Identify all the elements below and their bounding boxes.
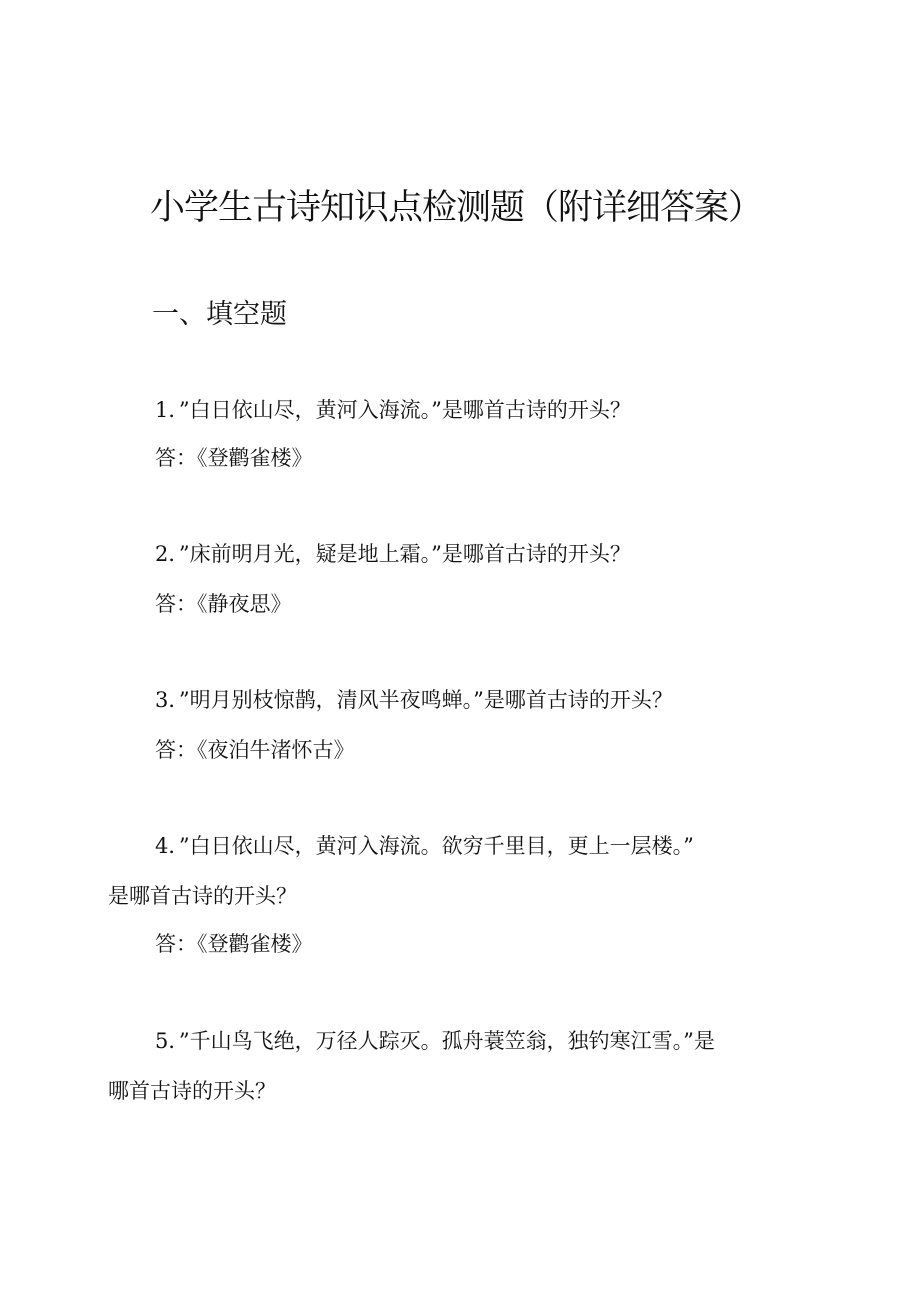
document-title: 小学生古诗知识点检测题（附详细答案） [150, 188, 763, 228]
question-4-text-line-1: 4．”白日依山尽，黄河入海流。欲穷千里目，更上一层楼。” [155, 834, 694, 858]
question-4-text-line-2: 是哪首古诗的开头？ [108, 884, 297, 908]
answer-3-text: 答：《夜泊牛渚怀古》 [155, 738, 355, 762]
answer-4-text: 答：《登鹳雀楼》 [155, 932, 313, 956]
section-heading: 一、填空题 [152, 299, 287, 330]
question-5-text-line-2: 哪首古诗的开头？ [108, 1079, 276, 1103]
answer-2-text: 答：《静夜思》 [155, 592, 292, 616]
answer-1-text: 答：《登鹳雀楼》 [155, 446, 313, 470]
question-3-text: 3．”明月别枝惊鹊，清风半夜鸣蝉。”是哪首古诗的开头？ [155, 688, 673, 712]
question-5-text-line-1: 5．”千山鸟飞绝，万径人踪灭。孤舟蓑笠翁，独钓寒江雪。”是 [155, 1029, 715, 1053]
question-1-text: 1．”白日依山尽，黄河入海流。”是哪首古诗的开头？ [155, 398, 631, 422]
question-2-text: 2．”床前明月光，疑是地上霜。”是哪首古诗的开头？ [155, 542, 631, 566]
